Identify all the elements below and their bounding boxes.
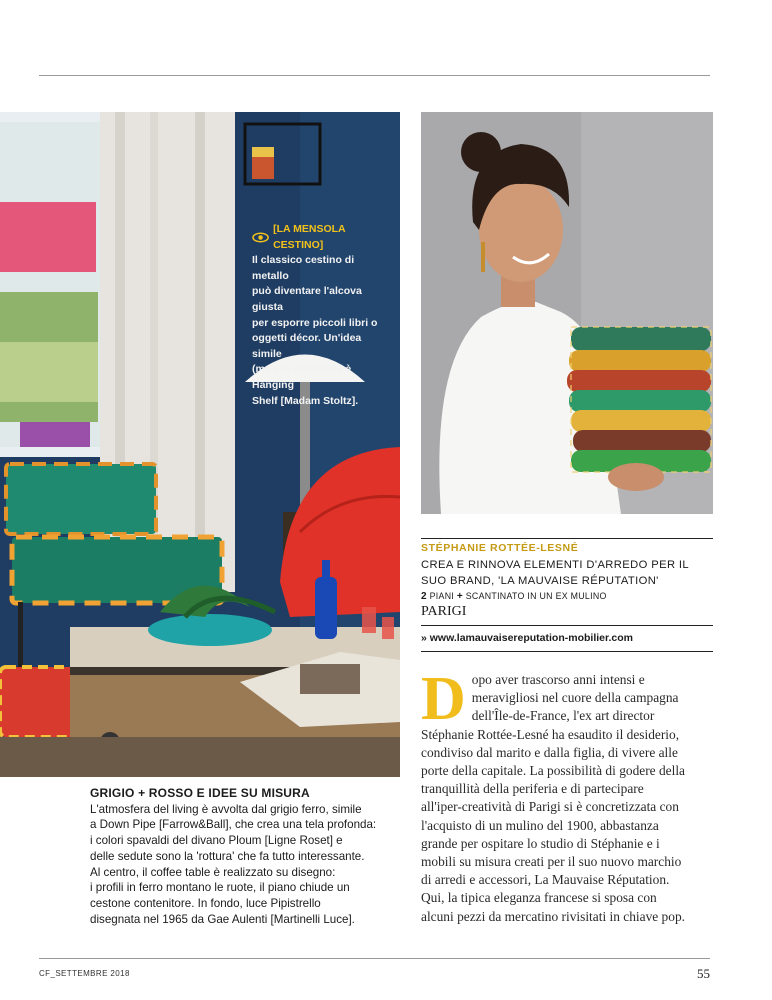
- floors-plus: +: [456, 591, 463, 602]
- drop-cap: D: [421, 665, 466, 733]
- body-line: l'acquisto di un mulino del 1900, abbastanza: [421, 817, 659, 833]
- callout-tag: [252, 222, 392, 253]
- caption-heading: GRIGIO + ROSSO E IDEE SU MISURA: [90, 786, 310, 800]
- callout-tag-text: [LA MENSOLA CESTINO]: [273, 223, 346, 251]
- footer-magazine-date: CF_SETTEMBRE 2018: [39, 969, 130, 978]
- caption-line: i colori spavaldi del divano Ploum [Ligne Roset] e: [90, 834, 343, 848]
- top-rule: [39, 75, 710, 76]
- body-line: Qui, la tipica eleganza francese si sposa con: [421, 890, 657, 906]
- body-line: tranquillità della periferia e di partecipare: [421, 781, 644, 797]
- body-line: all'iper-creatività di Parigi si è concretizzata con: [421, 799, 679, 815]
- profile-floors: [421, 591, 713, 602]
- callout-line: Shelf [Madam Stoltz].: [252, 394, 359, 407]
- body-line: meravigliosi nel cuore della campagna: [471, 690, 679, 706]
- body-line: grande per ospitare lo studio di Stéphanie e i: [421, 835, 660, 851]
- body-line: mobili su misura creati per il suo nuovo marchio: [421, 854, 682, 870]
- bottom-rule: [39, 958, 710, 959]
- body-line: opo aver trascorso anni intensi e: [471, 672, 645, 687]
- caption-line: a Down Pipe [Farrow&Ball], che crea una tela profonda:: [90, 818, 377, 832]
- profile-desc-line: SUO BRAND, 'LA MAUVAISE RÉPUTATION': [421, 575, 659, 587]
- website-link[interactable]: » www.lamauvaisereputation-mobilier.com: [421, 632, 634, 644]
- profile-bottom-rule: [421, 651, 713, 652]
- callout-line: può diventare l'alcova giusta: [252, 285, 362, 313]
- body-line: di arredi e accessori, La Mauvaise Réputation.: [421, 872, 670, 888]
- page-number: 55: [697, 966, 710, 981]
- floors-detail: SCANTINATO IN UN EX MULINO: [465, 591, 607, 601]
- callout-line: (ma più articolata) è Hanging: [252, 363, 352, 391]
- body-line: condiviso dal marito e dalla figlia, di vivere alle: [421, 744, 678, 760]
- portrait-photo: [421, 112, 713, 514]
- profile-block: [421, 538, 713, 620]
- living-room-photo: [0, 112, 400, 777]
- body-line: Stéphanie Rottée-Lesné ha esaudito il desiderio,: [421, 726, 680, 742]
- floors-piani: PIANI: [429, 591, 455, 601]
- shelf-callout: [252, 222, 392, 409]
- floors-number: 2: [421, 591, 427, 602]
- callout-line: oggetti décor. Un'idea simile: [252, 332, 362, 360]
- caption-line: cestone contenitore. In fondo, luce Pipistrello: [90, 896, 321, 910]
- body-line: porte della capitale. La possibilità di godere della: [421, 763, 685, 779]
- callout-line: Il classico cestino di metallo: [252, 254, 355, 282]
- body-line: alcuni pezzi da mercatino rivisitati in chiave pop.: [421, 908, 685, 924]
- caption-line: i profili in ferro montano le ruote, il piano chiude un: [90, 881, 350, 895]
- profile-mid-rule: [421, 625, 713, 626]
- profile-city: PARIGI: [421, 604, 467, 619]
- body-line: dell'Île-de-France, l'ex art director: [471, 708, 655, 724]
- callout-line: per esporre piccoli libri o: [252, 316, 378, 329]
- profile-desc-line: CREA E RINNOVA ELEMENTI D'ARREDO PER IL: [421, 559, 690, 571]
- caption-line: L'atmosfera del living è avvolta dal grigio ferro, simile: [90, 802, 362, 816]
- article-body: [421, 665, 711, 926]
- eye-icon: [252, 232, 269, 243]
- caption-line: delle sedute sono la 'rottura' che fa tutto interessante.: [90, 849, 365, 863]
- profile-description: [421, 557, 713, 589]
- caption-line: disegnata nel 1965 da Gae Aulenti [Martinelli Luce].: [90, 912, 355, 926]
- living-caption: [90, 786, 402, 927]
- caption-line: Al centro, il coffee table è realizzato su disegno:: [90, 865, 336, 879]
- profile-name: STÉPHANIE ROTTÉE-LESNÉ: [421, 542, 579, 554]
